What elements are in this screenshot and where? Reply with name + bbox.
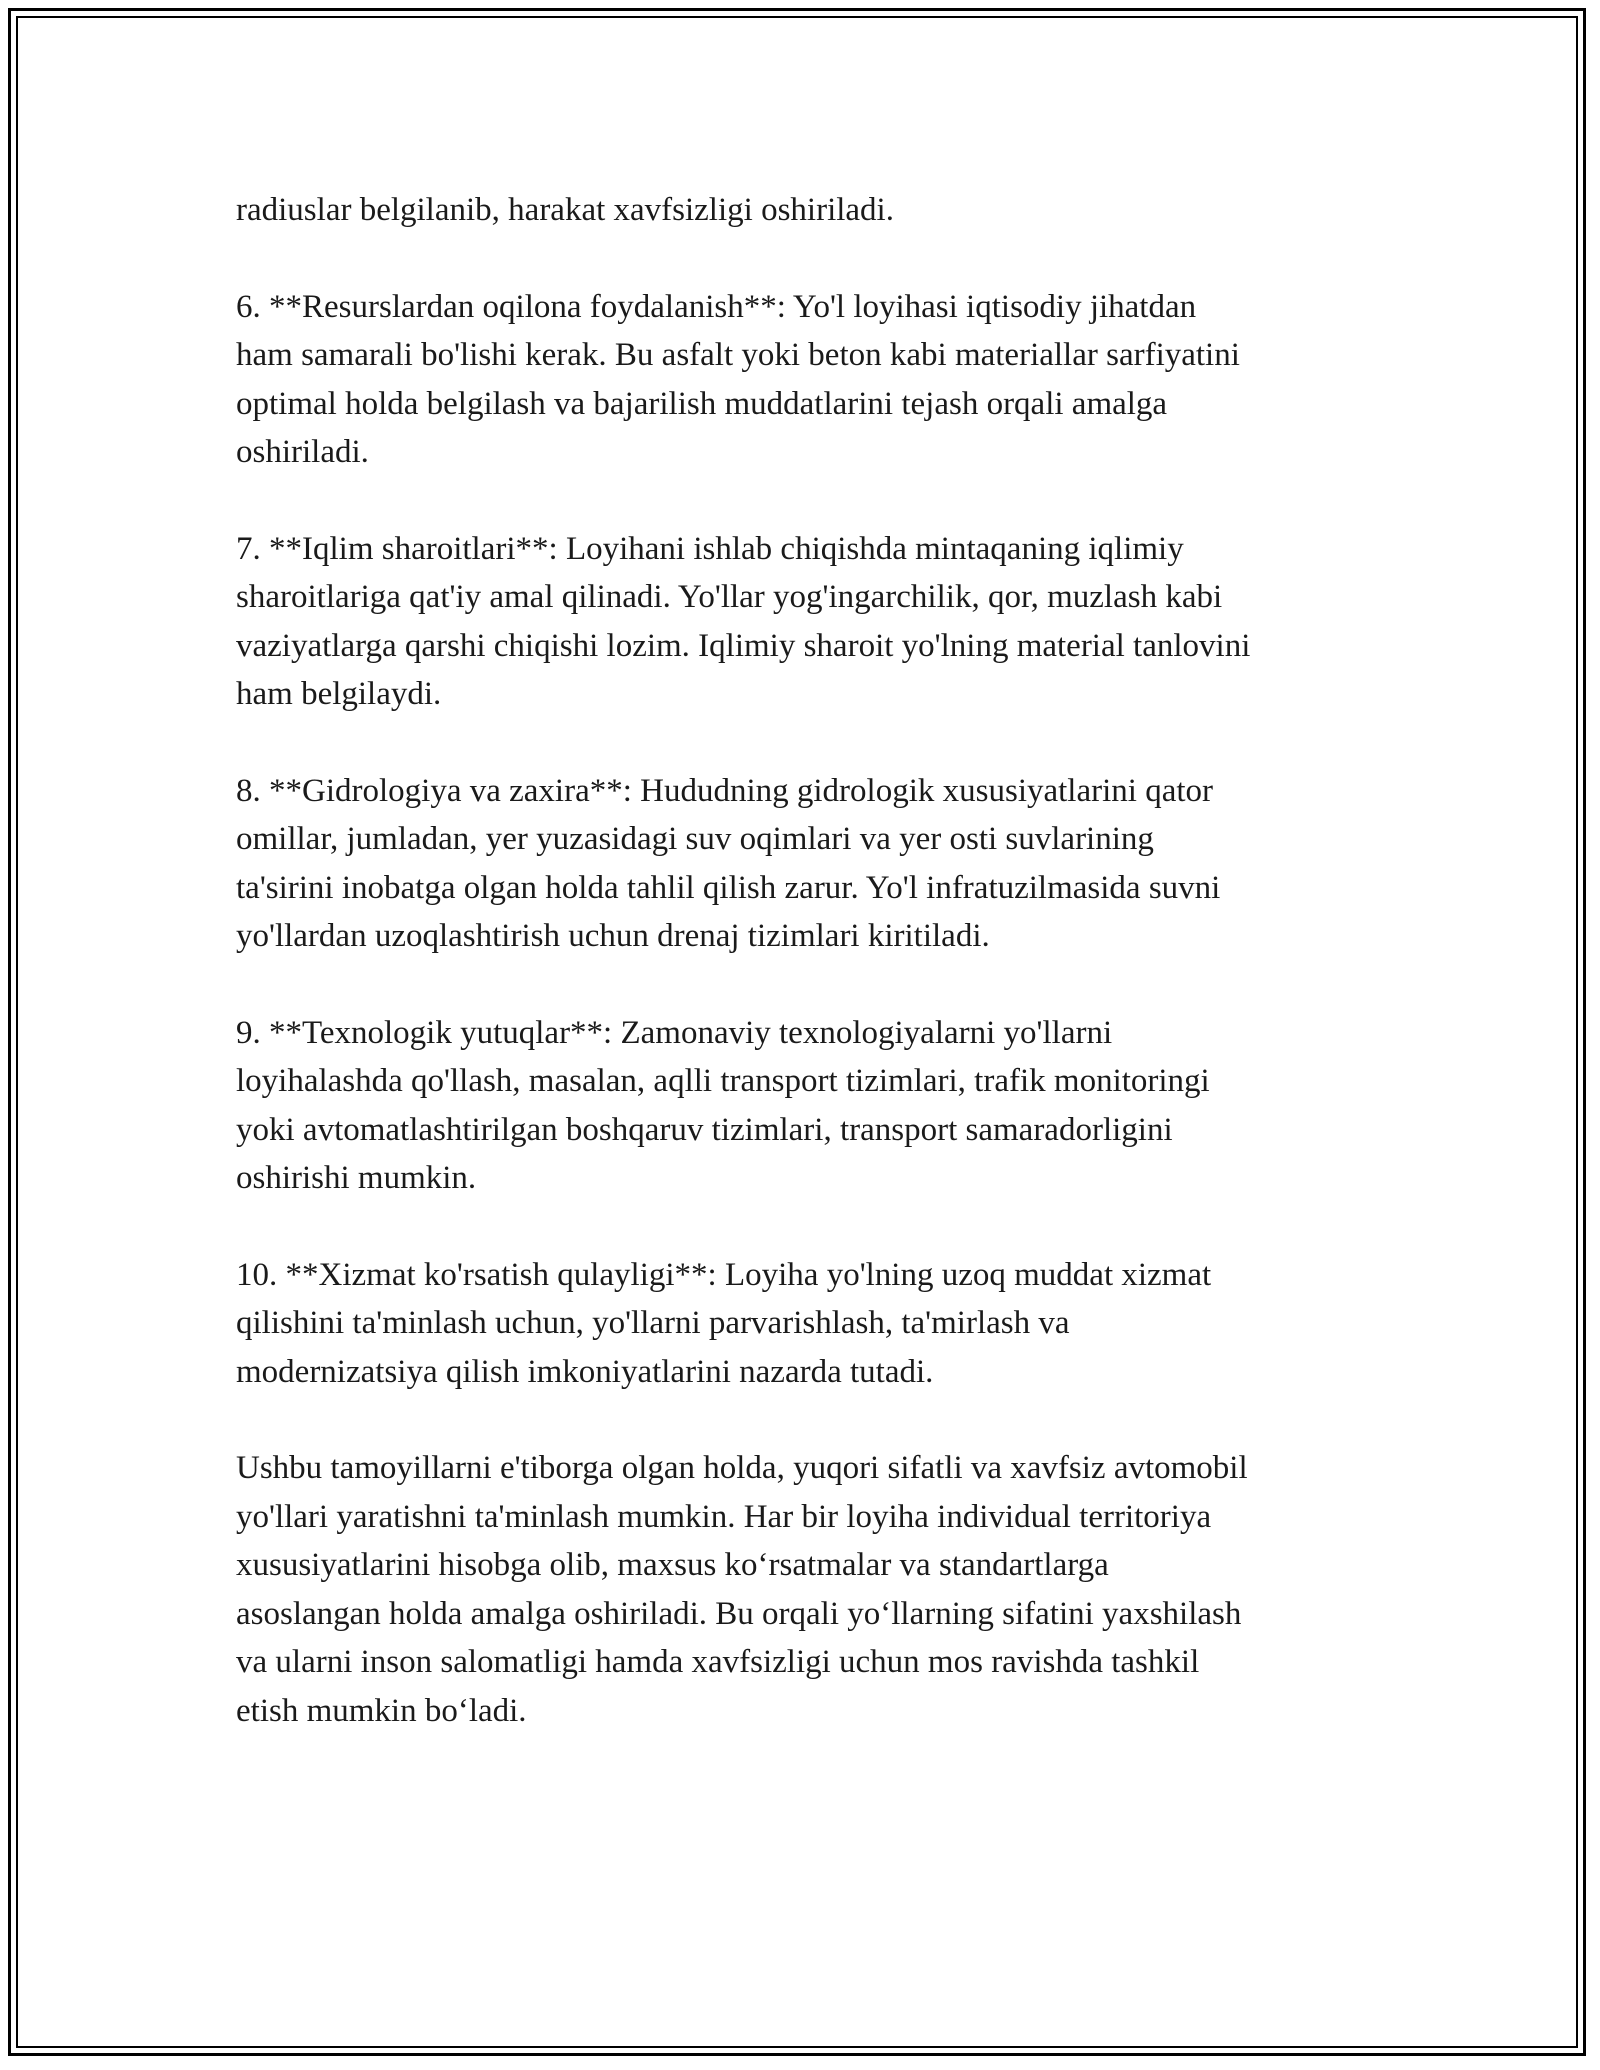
paragraph-item-6: 6. **Resurslardan oqilona foydalanish**: Yo'l loyihasi iqtisodiy jihatdan ham samarali bo'lishi kerak. Bu asfalt yoki beton kabi materiallar sarfiyatini optimal holda belgilash va bajarilish muddatlarini tejash orqali amalga oshiriladi.	[236, 288, 1240, 471]
paragraph-item-8: 8. **Gidrologiya va zaxira**: Hududning gidrologik xususiyatlarini qator omillar, jumladan, yer yuzasidagi suv oqimlari va yer osti suvlarining ta'sirini inobatga olgan holda tahlil qilish zarur. Yo'l infratuzilmasida suvni yo'llardan uzoqlashtirish uchun drenaj tizimlari kiritiladi.	[236, 772, 1221, 955]
paragraph-item-10: 10. **Xizmat ko'rsatish qulayligi**: Loyiha yo'lning uzoq muddat xizmat qilishini ta'minlash uchun, yo'llarni parvarishlash, ta'mirlash va modernizatsiya qilish imkoniyatlarini nazarda tutadi.	[236, 1256, 1212, 1390]
paragraph-item-9: 9. **Texnologik yutuqlar**: Zamonaviy texnologiyalarni yo'llarni loyihalashda qo'llash, masalan, aqlli transport tizimlari, trafik monitoringi yoki avtomatlashtirilgan boshqaruv tizimlari, transport samaradorligini oshirishi mumkin.	[236, 1014, 1210, 1197]
document-body	[236, 186, 1376, 1783]
paragraph-continuation: radiuslar belgilanib, harakat xavfsizligi oshiriladi.	[236, 192, 894, 228]
paragraph-item-7: 7. **Iqlim sharoitlari**: Loyihani ishlab chiqishda mintaqaning iqlimiy sharoitlariga qat'iy amal qilinadi. Yo'llar yog'ingarchilik, qor, muzlash kabi vaziyatlarga qarshi chiqishi lozim. Iqlimiy sharoit yo'lning material tanlovini ham belgilaydi.	[236, 530, 1251, 713]
paragraph-conclusion: Ushbu tamoyillarni e'tiborga olgan holda, yuqori sifatli va xavfsiz avtomobil yo'llari yaratishni ta'minlash mumkin. Har bir loyiha individual territoriya xususiyatlarini hisobga olib, maxsus ko‘rsatmalar va standartlarga asoslangan holda amalga oshiriladi. Bu orqali yo‘llarning sifatini yaxshilash va ularni inson salomatligi hamda xavfsizligi uchun mos ravishda tashkil etish mumkin bo‘ladi.	[236, 1450, 1248, 1729]
